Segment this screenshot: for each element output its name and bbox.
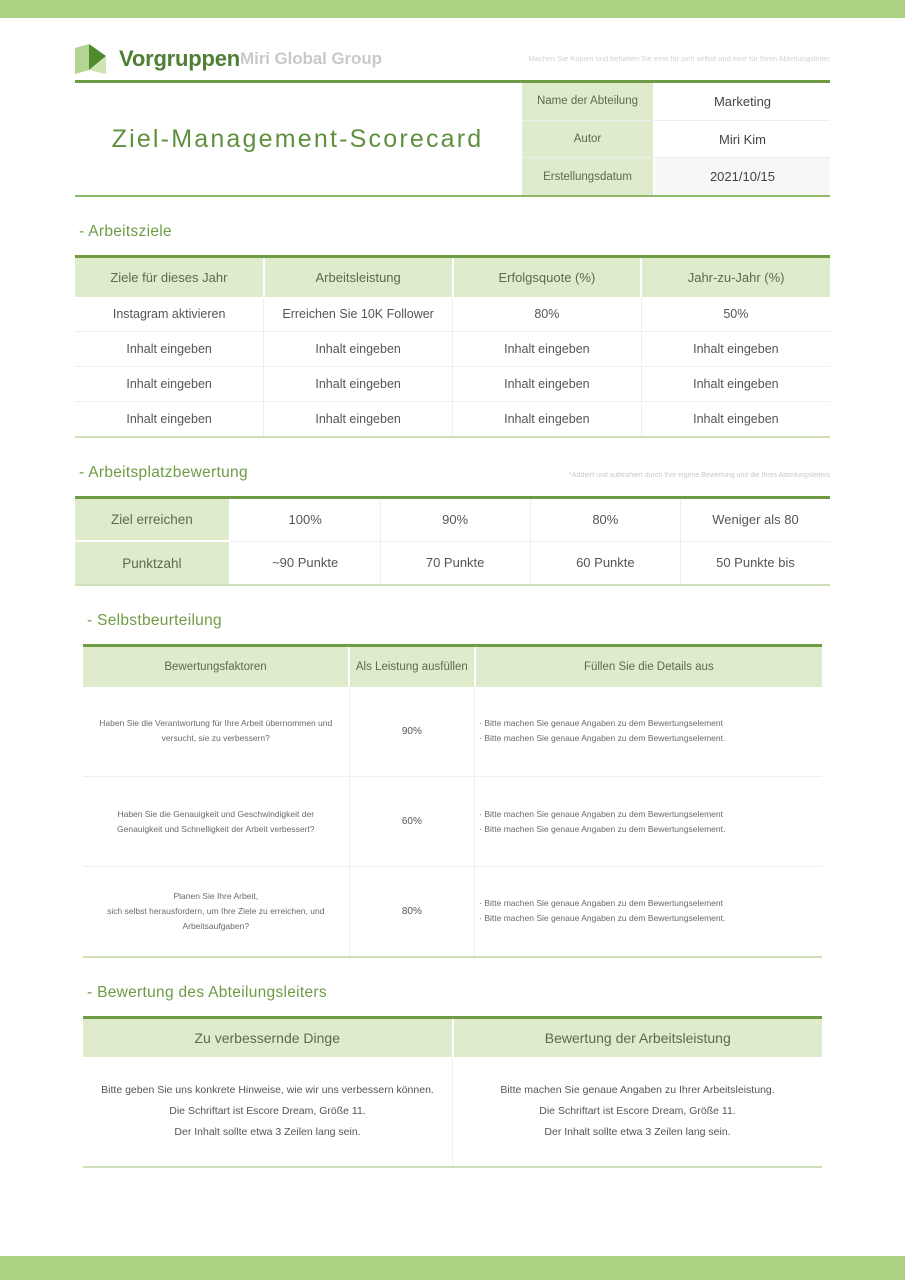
goals-table xyxy=(75,255,830,438)
self-question-line: Haben Sie die Genauigkeit und Geschwindigkeit der xyxy=(117,808,315,819)
self-question-line: Genauigkeit und Schnelligkeit der Arbeit verbessert? xyxy=(117,823,315,834)
self-question xyxy=(83,777,349,867)
self-question-line: Planen Sie Ihre Arbeit, xyxy=(173,890,259,901)
self-details[interactable] xyxy=(475,687,822,777)
info-key-created-date: Erstellungsdatum xyxy=(522,158,655,195)
goals-col-success-rate: Erfolgsquote (%) xyxy=(453,257,642,297)
manager-evaluation-table xyxy=(83,1016,822,1169)
table-header-row xyxy=(75,257,830,297)
score-cell[interactable]: ~90 Punkte xyxy=(230,541,380,585)
score-table xyxy=(75,496,830,587)
table-row xyxy=(75,297,830,332)
manager-cell-performance[interactable] xyxy=(453,1057,823,1167)
info-row xyxy=(522,158,830,195)
section-heading-goals: - Arbeitsziele xyxy=(79,223,172,240)
section-heading-score-row xyxy=(79,464,830,482)
info-row xyxy=(522,83,830,121)
score-cell[interactable]: 50 Punkte bis xyxy=(680,541,830,585)
table-row xyxy=(75,497,830,541)
self-question xyxy=(83,867,349,957)
score-cell[interactable]: 60 Punkte xyxy=(530,541,680,585)
goals-col-performance: Arbeitsleistung xyxy=(264,257,453,297)
section-heading-score: - Arbeitsplatzbewertung xyxy=(79,463,248,481)
table-row xyxy=(75,402,830,437)
manager-cell-improvements[interactable] xyxy=(83,1057,453,1167)
folded-ribbon-logo-icon xyxy=(75,44,113,74)
self-percent[interactable]: 60% xyxy=(349,777,475,867)
info-key-department: Name der Abteilung xyxy=(522,83,655,120)
goals-cell[interactable]: Inhalt eingeben xyxy=(641,402,830,437)
score-row-label-points: Punktzahl xyxy=(75,541,230,585)
brand-subtitle: Miri Global Group xyxy=(240,49,382,68)
table-row xyxy=(75,332,830,367)
goals-cell[interactable]: Inhalt eingeben xyxy=(75,402,264,437)
self-detail-line: · Bitte machen Sie genaue Angaben zu dem Bewertungselement xyxy=(479,898,723,909)
goals-cell[interactable]: Inhalt eingeben xyxy=(453,332,642,367)
table-row xyxy=(83,1057,822,1167)
self-detail-line: · Bitte machen Sie genaue Angaben zu dem Bewertungselement xyxy=(479,808,723,819)
self-col-details: Füllen Sie die Details aus xyxy=(475,646,822,687)
self-detail-line: · Bitte machen Sie genaue Angaben zu dem Bewertungselement xyxy=(479,718,723,729)
goals-cell[interactable]: Inhalt eingeben xyxy=(641,367,830,402)
score-cell[interactable]: 70 Punkte xyxy=(380,541,530,585)
self-question-line: sich selbst herausfordern, um Ihre Ziele zu erreichen, und xyxy=(107,905,325,916)
goals-cell[interactable]: Inhalt eingeben xyxy=(264,402,453,437)
page-title: Ziel-Management-Scorecard xyxy=(111,124,484,153)
self-detail-line: · Bitte machen Sie genaue Angaben zu dem Bewertungselement. xyxy=(479,913,726,924)
manager-cell-line: Der Inhalt sollte etwa 3 Zeilen lang sein. xyxy=(174,1126,361,1138)
copy-instruction-note: Machen Sie Kopien und behalten Sie eine für sich selbst und eine für Ihren Abteilungsleiter xyxy=(528,53,830,63)
table-row xyxy=(75,541,830,585)
manager-cell-line: Die Schriftart ist Escore Dream, Größe 11. xyxy=(169,1105,366,1117)
table-header-row xyxy=(83,1017,822,1057)
goals-cell[interactable]: Instagram aktivieren xyxy=(75,297,264,332)
bottom-accent-bar xyxy=(0,1256,905,1280)
top-accent-bar xyxy=(0,0,905,18)
table-row xyxy=(75,367,830,402)
manager-col-improvements: Zu verbessernde Dinge xyxy=(83,1017,453,1057)
goals-cell[interactable]: 50% xyxy=(641,297,830,332)
table-row xyxy=(83,687,822,777)
goals-cell[interactable]: Inhalt eingeben xyxy=(264,332,453,367)
info-row xyxy=(522,121,830,159)
score-row-label-goal: Ziel erreichen xyxy=(75,497,230,541)
score-cell[interactable]: 100% xyxy=(230,497,380,541)
goals-cell[interactable]: 80% xyxy=(453,297,642,332)
self-detail-line: · Bitte machen Sie genaue Angaben zu dem Bewertungselement. xyxy=(479,823,726,834)
self-question-line: Arbeitsaufgaben? xyxy=(182,920,250,931)
brand-name: Vorgruppen xyxy=(119,46,241,71)
info-key-author: Autor xyxy=(522,121,655,158)
self-details[interactable] xyxy=(475,777,822,867)
manager-cell-line: Bitte geben Sie uns konkrete Hinweise, wie wir uns verbessern können. xyxy=(101,1084,434,1096)
section-heading-manager-evaluation: - Bewertung des Abteilungsleiters xyxy=(87,983,327,1001)
self-col-performance: Als Leistung ausfüllen xyxy=(349,646,475,687)
goals-cell[interactable]: Inhalt eingeben xyxy=(75,367,264,402)
self-percent[interactable]: 90% xyxy=(349,687,475,777)
goals-col-target: Ziele für dieses Jahr xyxy=(75,257,264,297)
brand-header xyxy=(75,18,830,80)
section-heading-self-assessment: - Selbstbeurteilung xyxy=(87,612,222,629)
self-question-line: versucht, sie zu verbessern? xyxy=(161,733,270,744)
self-question-line: Haben Sie die Verantwortung für Ihre Arbeit übernommen und xyxy=(99,718,333,729)
goals-cell[interactable]: Inhalt eingeben xyxy=(641,332,830,367)
self-detail-line: · Bitte machen Sie genaue Angaben zu dem Bewertungselement. xyxy=(479,733,726,744)
goals-cell[interactable]: Inhalt eingeben xyxy=(453,402,642,437)
score-cell[interactable]: 80% xyxy=(530,497,680,541)
info-value-department[interactable]: Marketing xyxy=(655,83,830,120)
score-cell[interactable]: Weniger als 80 xyxy=(680,497,830,541)
manager-cell-line: Bitte machen Sie genaue Angaben zu Ihrer Arbeitsleistung. xyxy=(500,1084,775,1096)
manager-cell-line: Die Schriftart ist Escore Dream, Größe 11. xyxy=(539,1105,736,1117)
table-row xyxy=(83,777,822,867)
goals-cell[interactable]: Erreichen Sie 10K Follower xyxy=(264,297,453,332)
manager-col-performance-eval: Bewertung der Arbeitsleistung xyxy=(453,1017,823,1057)
info-value-author[interactable]: Miri Kim xyxy=(655,121,830,158)
table-row xyxy=(83,867,822,957)
goals-cell[interactable]: Inhalt eingeben xyxy=(453,367,642,402)
score-section-note: *Addiert und subtrahiert durch Ihre eigene Bewertung und die Ihres Abteilungsleiters xyxy=(569,471,830,479)
title-block xyxy=(75,80,830,197)
table-header-row xyxy=(83,646,822,687)
goals-cell[interactable]: Inhalt eingeben xyxy=(75,332,264,367)
info-value-created-date[interactable]: 2021/10/15 xyxy=(655,158,830,195)
self-assessment-table xyxy=(83,644,822,958)
score-cell[interactable]: 90% xyxy=(380,497,530,541)
manager-cell-line: Der Inhalt sollte etwa 3 Zeilen lang sein. xyxy=(544,1126,731,1138)
self-col-factors: Bewertungsfaktoren xyxy=(83,646,349,687)
document-page xyxy=(0,18,905,1256)
self-details[interactable] xyxy=(475,867,822,957)
self-percent[interactable]: 80% xyxy=(349,867,475,957)
goals-col-yoy: Jahr-zu-Jahr (%) xyxy=(641,257,830,297)
document-title-area xyxy=(75,83,520,195)
document-info-table xyxy=(520,83,830,195)
self-question xyxy=(83,687,349,777)
goals-cell[interactable]: Inhalt eingeben xyxy=(264,367,453,402)
